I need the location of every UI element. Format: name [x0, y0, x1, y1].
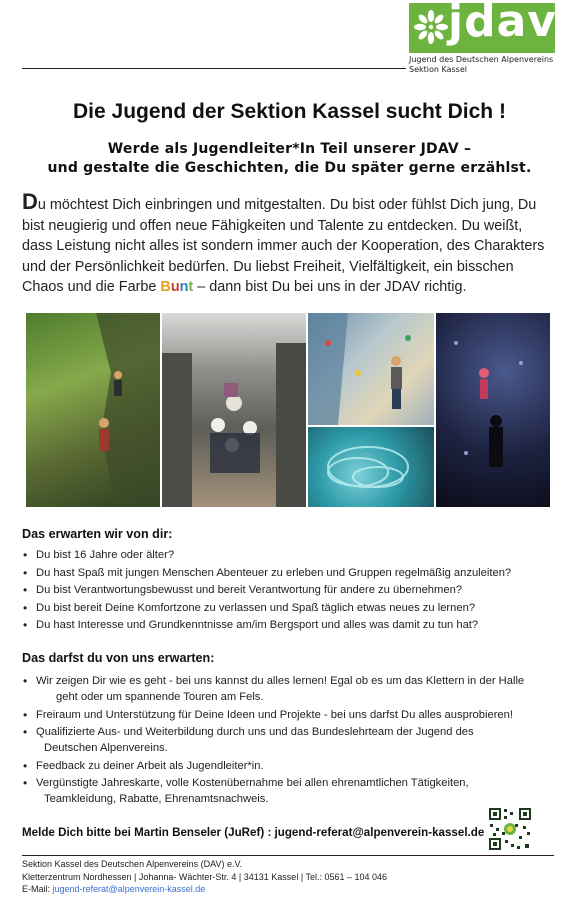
edelweiss-icon — [414, 10, 448, 44]
header-rule — [22, 68, 406, 69]
list-item-line: Vergünstigte Jahreskarte, volle Kostenübernahme bei allen ehrenamtlichen Tätigkeiten, — [36, 777, 469, 789]
list-item-line: Wir zeigen Dir wie es geht - bei uns kannst du alles lernen! Egal ob es um das Klettern in der Halle — [36, 675, 525, 687]
footer-org: Sektion Kassel des Deutschen Alpenvereins (DAV) e.V. — [22, 859, 243, 869]
list-item-line: Teamkleidung, Rabatte, Ehrenamtsnachweis. — [44, 793, 269, 805]
logo-subtitle-line1: Jugend des Deutschen Alpenvereins — [409, 55, 554, 64]
footer-email-row — [22, 883, 387, 896]
photo-rope — [308, 427, 434, 507]
bunt-letter: n — [179, 279, 189, 295]
logo-wordmark: jdav — [448, 0, 557, 47]
bunt-word — [160, 279, 193, 295]
list-item: • Du bist bereit Deine Komfortzone zu verlassen und Spaß täglich etwas neues zu lernen? — [22, 600, 552, 618]
bunt-letter: t — [188, 279, 194, 295]
intro-text-before: u möchtest Dich einbringen und mitgestalten. Du bist oder fühlst Dich jung, Du bist neugierig und offen neue Fähigkeiten und Talente zu entdecken. Du weißt, dass Leistung nicht alles ist sondern immer auch der Kooperation, des Charakters und der Persönlichkeit bedürfen. Du liebst Freiheit, Vielfältigkeit, ein bisschen Chaos und die Farbe — [22, 197, 545, 295]
section-heading-offers: Das darfst du von uns erwarten: — [22, 651, 215, 665]
photo-climbing-wall — [308, 313, 434, 425]
footer-email-label: E-Mail: — [22, 884, 53, 894]
photo-night-climbing — [436, 313, 550, 507]
bunt-letter: B — [160, 279, 171, 295]
list-item — [22, 724, 552, 756]
intro-paragraph — [22, 189, 552, 298]
footer-email-link[interactable]: jugend-referat@alpenverein-kassel.de — [52, 884, 206, 894]
list-item: • Du bist Verantwortungsbewusst und bereit Verantwortung für andere zu übernehmen? — [22, 582, 552, 600]
page-subtitle — [20, 140, 559, 178]
list-item-line: Qualifizierte Aus- und Weiterbildung durch uns und das Bundeslehrteam der Jugend des — [36, 726, 474, 738]
expectations-list — [22, 547, 552, 635]
list-item-line: Deutschen Alpenvereins. — [44, 742, 168, 754]
list-item — [22, 673, 552, 705]
footer — [22, 858, 387, 896]
logo-subtitle-line2: Sektion Kassel — [409, 65, 467, 74]
list-item-line: Freiraum und Unterstützung für Deine Ideen und Projekte - bei uns darfst Du alles ausprobieren! — [36, 708, 513, 721]
bunt-letter: u — [170, 279, 180, 295]
contact-line: Melde Dich bitte bei Martin Benseler (JuRef) : jugend-referat@alpenverein-kassel.de — [22, 826, 485, 839]
list-item: • Du hast Interesse und Grundkenntnisse am/im Bergsport und alles was damit zu tun hat? — [22, 617, 552, 635]
section-heading-expectations: Das erwarten wir von dir: — [22, 527, 173, 541]
photo-rock-climbing — [26, 313, 160, 507]
photo-group-canyon — [162, 313, 306, 507]
intro-dropcap: D — [22, 189, 38, 214]
subtitle-line2: und gestalte die Geschichten, die Du später gerne erzählst. — [47, 160, 532, 176]
page-title: Die Jugend der Sektion Kassel sucht Dich ! — [73, 100, 506, 123]
footer-address: Kletterzentrum Nordhessen | Johanna- Wächter-Str. 4 | 34131 Kassel | Tel.: 0561 – 104 046 — [22, 871, 388, 882]
list-item — [22, 775, 552, 807]
qr-code[interactable] — [487, 806, 533, 852]
offers-list — [22, 673, 552, 809]
footer-rule — [22, 855, 554, 856]
list-item — [22, 707, 552, 723]
photo-collage — [26, 313, 550, 507]
logo-subtitle — [409, 55, 553, 75]
subtitle-line1: Werde als Jugendleiter*In Teil unserer JDAV – — [107, 141, 472, 157]
list-item-line: geht oder um spannende Touren am Fels. — [56, 691, 264, 703]
intro-text-after: – dann bist Du bei uns in der JDAV richtig. — [193, 279, 467, 295]
list-item: • Du bist 16 Jahre oder älter? — [22, 547, 552, 565]
list-item — [22, 758, 552, 774]
list-item: • Du hast Spaß mit jungen Menschen Abenteuer zu erleben und Gruppen regelmäßig anzuleiten? — [22, 565, 552, 583]
list-item-line: Feedback zu deiner Arbeit als Jugendleiter*in. — [36, 759, 264, 772]
